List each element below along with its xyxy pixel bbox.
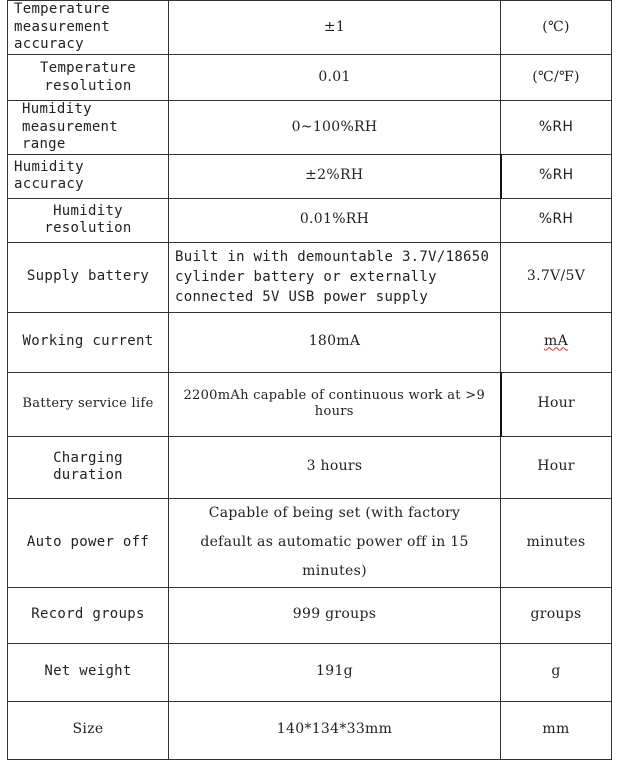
unit-cell: mm xyxy=(501,701,612,759)
table-row xyxy=(8,643,612,701)
table-row xyxy=(8,242,612,312)
table-row xyxy=(8,587,612,643)
value-cell: 140*134*33mm xyxy=(169,701,501,759)
table-row xyxy=(8,701,612,759)
value-cell: Capable of being set (with factory default as automatic power off in 15 minutes) xyxy=(169,498,501,587)
param-cell: Humidity resolution xyxy=(8,198,169,242)
param-cell: Supply battery xyxy=(8,242,169,312)
value-cell: 0~100%RH xyxy=(169,101,501,155)
value-cell: 3 hours xyxy=(169,436,501,498)
value-cell: 999 groups xyxy=(169,587,501,643)
table-row xyxy=(8,55,612,101)
table-row xyxy=(8,312,612,372)
value-cell: 0.01 xyxy=(169,55,501,101)
param-cell: Charging duration xyxy=(8,436,169,498)
unit-cell: (℃/℉) xyxy=(501,55,612,101)
unit-cell: minutes xyxy=(501,498,612,587)
unit-cell: Hour xyxy=(501,436,612,498)
param-cell: Net weight xyxy=(8,643,169,701)
table-row xyxy=(8,436,612,498)
param-cell: Working current xyxy=(8,312,169,372)
value-cell: 180mA xyxy=(169,312,501,372)
param-cell: Humidity measurement range xyxy=(8,101,169,155)
param-cell: Record groups xyxy=(8,587,169,643)
unit-cell: groups xyxy=(501,587,612,643)
value-cell: Built in with demountable 3.7V/18650 cylinder battery or externally connected 5V USB power supply xyxy=(169,242,501,312)
value-cell: 0.01%RH xyxy=(169,198,501,242)
value-cell: 191g xyxy=(169,643,501,701)
table-row xyxy=(8,198,612,242)
unit-cell: Hour xyxy=(501,372,612,436)
table-row xyxy=(8,1,612,55)
param-cell: Humidity accuracy xyxy=(8,154,169,198)
spec-table xyxy=(7,0,612,760)
unit-cell xyxy=(501,312,612,372)
value-cell: ±1 xyxy=(169,1,501,55)
param-cell: Size xyxy=(8,701,169,759)
value-cell: 2200mAh capable of continuous work at >9 hours xyxy=(169,372,501,436)
param-cell: Temperature resolution xyxy=(8,55,169,101)
table-row xyxy=(8,372,612,436)
table-row xyxy=(8,498,612,587)
param-cell: Auto power off xyxy=(8,498,169,587)
unit-cell: g xyxy=(501,643,612,701)
unit-cell: (℃) xyxy=(501,1,612,55)
table-row xyxy=(8,101,612,155)
unit-cell: 3.7V/5V xyxy=(501,242,612,312)
table-row xyxy=(8,154,612,198)
unit-text: mA xyxy=(544,333,568,350)
unit-cell: %RH xyxy=(501,101,612,155)
param-cell: Temperature measurement accuracy xyxy=(8,1,169,55)
value-cell: ±2%RH xyxy=(169,154,501,198)
param-cell: Battery service life xyxy=(8,372,169,436)
unit-cell: %RH xyxy=(501,198,612,242)
unit-cell: %RH xyxy=(501,154,612,198)
